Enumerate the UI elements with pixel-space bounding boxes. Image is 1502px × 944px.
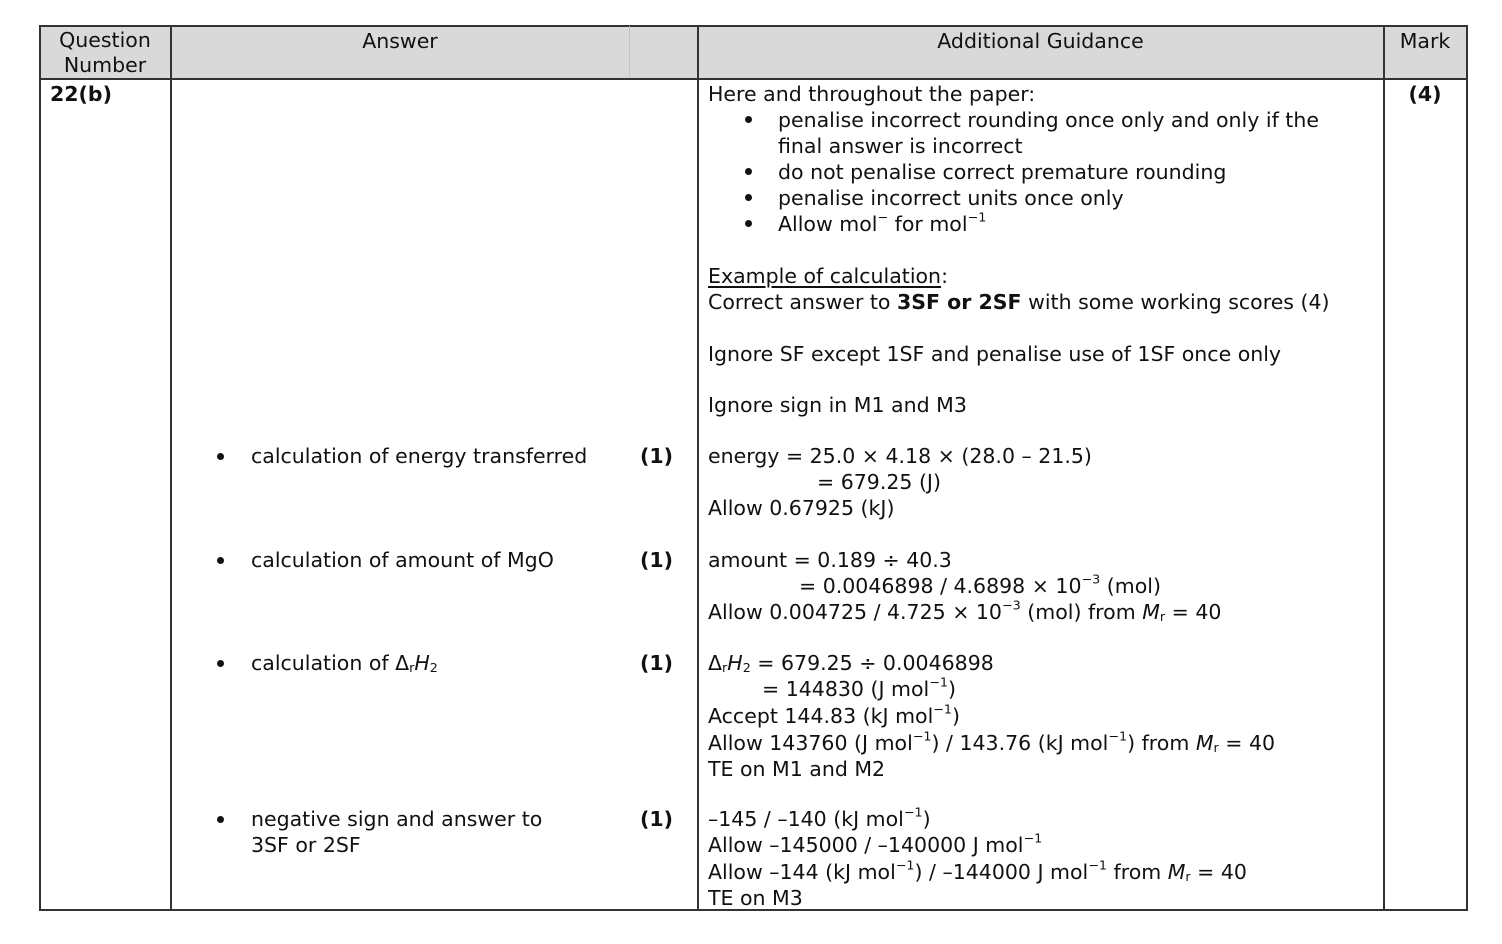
guidance-energy-line2: = 679.25 (J) xyxy=(817,470,941,494)
example-heading: Example of calculation: xyxy=(708,264,948,288)
mark-point-energy: (1) xyxy=(640,444,674,468)
guidance-amount-line1: amount = 0.189 ÷ 40.3 xyxy=(708,548,952,572)
header-answer: Answer xyxy=(362,29,438,53)
column-divider-guidance xyxy=(1383,25,1385,911)
guidance-sign-line4: TE on M3 xyxy=(708,886,803,910)
bullet-icon xyxy=(217,816,224,823)
header-additional-guidance: Additional Guidance xyxy=(937,29,1144,53)
table-right-border xyxy=(1466,25,1468,911)
mark-point-sign-sf: (1) xyxy=(640,807,674,831)
guidance-sign-line1: –145 / –140 (kJ mol$^{-1}$) xyxy=(708,804,931,831)
column-divider-question xyxy=(170,25,172,911)
bullet-icon xyxy=(745,194,752,201)
answer-point-energy: calculation of energy transferred xyxy=(251,444,588,468)
total-mark: (4) xyxy=(1408,82,1442,106)
mark-point-delta-h: (1) xyxy=(640,651,674,675)
guidance-delta-h-line2: = 144830 (J mol$^{-1}$) xyxy=(762,674,956,701)
bullet-icon xyxy=(217,557,224,564)
guidance-delta-h-line1: $\Delta_rH_2 = 679.25 \div 0.0046898$ xyxy=(708,651,994,675)
guidance-delta-h-line5: TE on M1 and M2 xyxy=(708,757,886,781)
header-mark: Mark xyxy=(1399,29,1451,53)
guidance-bullet-units: penalise incorrect units once only xyxy=(778,186,1124,210)
ignore-sf-note: Ignore SF except 1SF and penalise use of 1SF once only xyxy=(708,342,1282,366)
ignore-sign-note: Ignore sign in M1 and M3 xyxy=(708,393,967,417)
guidance-bullet-premature: do not penalise correct premature rounding xyxy=(778,160,1227,184)
guidance-amount-line2: = $0.0046898 / 4.6898 \times 10^{-3}$ (mol) xyxy=(799,571,1161,598)
table-top-border xyxy=(39,25,1467,27)
table-left-border xyxy=(39,25,41,911)
bullet-icon xyxy=(745,220,752,227)
bullet-icon xyxy=(745,168,752,175)
column-divider-answer xyxy=(697,25,699,911)
answer-point-sign-sf: negative sign and answer to 3SF or 2SF xyxy=(251,807,543,857)
guidance-heading: Here and throughout the paper: xyxy=(708,82,1036,106)
mark-point-amount: (1) xyxy=(640,548,674,572)
guidance-energy-line3: Allow 0.67925 (kJ) xyxy=(708,496,895,520)
bullet-icon xyxy=(217,660,224,667)
guidance-energy-line1: energy = 25.0 × 4.18 × (28.0 – 21.5) xyxy=(708,444,1092,468)
header-inner-divider xyxy=(629,26,630,78)
question-number: 22(b) xyxy=(50,82,112,106)
guidance-delta-h-line3: Accept 144.83 (kJ mol$^{-1}$) xyxy=(708,701,961,728)
header-bottom-border xyxy=(39,78,1467,80)
guidance-sign-line3: Allow –144 (kJ mol$^{-1}$) / –144000 J mol$^{-1}$ from $M_r = 40$ xyxy=(708,857,1247,884)
correct-answer-note: Correct answer to 3SF or 2SF with some working scores (4) xyxy=(708,290,1330,314)
guidance-delta-h-line4: Allow 143760 (J mol$^{-1}$) / 143.76 (kJ mol$^{-1}$) from $M_r = 40$ xyxy=(708,728,1276,755)
guidance-amount-line3: Allow $0.004725 / 4.725 \times 10^{-3}$ (mol) from $M_r = 40$ xyxy=(708,597,1222,624)
answer-point-delta-h: calculation of $\Delta_rH_2$ xyxy=(251,651,438,675)
bullet-icon xyxy=(217,453,224,460)
guidance-bullet-rounding: penalise incorrect rounding once only and only if the final answer is incorrect xyxy=(778,108,1319,158)
header-question-number: Question Number xyxy=(59,28,151,77)
bullet-icon xyxy=(745,116,752,123)
answer-point-amount: calculation of amount of MgO xyxy=(251,548,554,572)
guidance-bullet-allow-mol: Allow mol− for mol$^{-1}$ xyxy=(778,209,987,236)
guidance-sign-line2: Allow –145000 / –140000 J mol$^{-1}$ xyxy=(708,830,1043,857)
